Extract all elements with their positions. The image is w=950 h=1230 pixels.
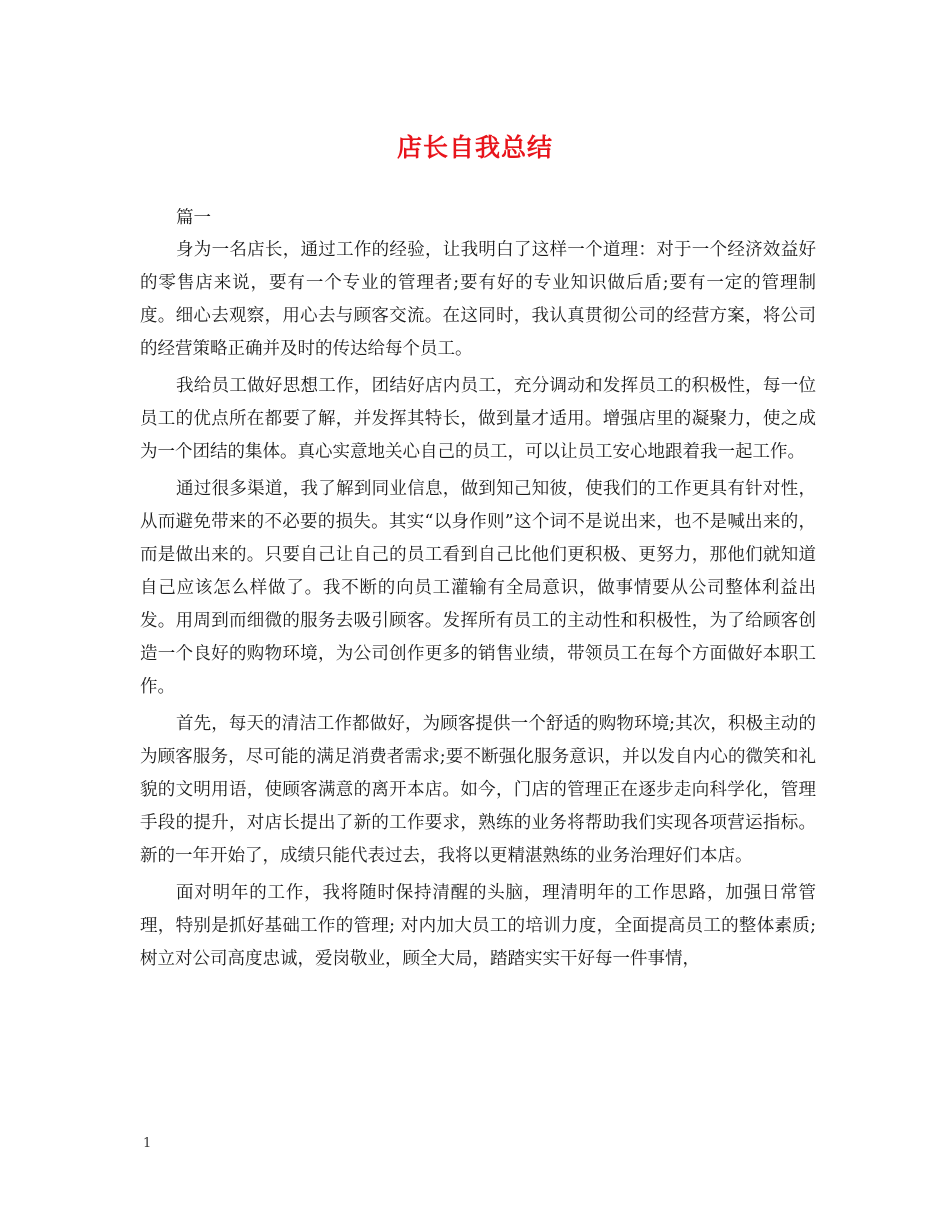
document-body bbox=[140, 202, 816, 980]
page-number: 1 bbox=[143, 1136, 152, 1151]
paragraph: 我给员工做好思想工作，团结好店内员工，充分调动和发挥员工的积极性，每一位员工的优点所在都要了解，并发挥其特长，做到量才适用。增强店里的凝聚力，使之成为一个团结的集体。真心实意地关心自己的员工，可以让员工安心地跟着我一起工作。 bbox=[140, 376, 816, 462]
paragraph: 通过很多渠道，我了解到同业信息，做到知己知彼，使我们的工作更具有针对性，从而避免带来的不必要的损失。其实“以身作则”这个词不是说出来，也不是喊出来的，而是做出来的。只要自己让自己的员工看到自己比他们更积极、更努力，那他们就知道自己应该怎么样做了。我不断的向员工灌输有全局意识，做事情要从公司整体利益出发。用周到而细微的服务去吸引顾客。发挥所有员工的主动性和积极性，为了给顾客创造一个良好的购物环境，为公司创作更多的销售业绩，带领员工在每个方面做好本职工作。 bbox=[140, 479, 816, 697]
paragraph: 身为一名店长，通过工作的经验，让我明白了这样一个道理：对于一个经济效益好的零售店来说，要有一个专业的管理者;要有好的专业知识做后盾;要有一定的管理制度。细心去观察，用心去与顾客交流。在这同时，我认真贯彻公司的经营方案，将公司的经营策略正确并及时的传达给每个员工。 bbox=[140, 240, 816, 359]
paragraph: 首先，每天的清洁工作都做好，为顾客提供一个舒适的购物环境;其次，积极主动的为顾客服务，尽可能的满足消费者需求;要不断强化服务意识，并以发自内心的微笑和礼貌的文明用语，使顾客满意的离开本店。如今，门店的管理正在逐步走向科学化，管理手段的提升，对店长提出了新的工作要求，熟练的业务将帮助我们实现各项营运指标。新的一年开始了，成绩只能代表过去，我将以更精湛熟练的业务治理好们本店。 bbox=[140, 714, 816, 866]
paragraph: 面对明年的工作，我将随时保持清醒的头脑，理清明年的工作思路，加强日常管理，特别是抓好基础工作的管理; 对内加大员工的培训力度，全面提高员工的整体素质; 树立对公司高度忠诚，爱岗敬业，顾全大局，踏踏实实干好每一件事情， bbox=[140, 883, 816, 969]
document-title: 店长自我总结 bbox=[396, 133, 553, 162]
section-label: 篇一 bbox=[176, 208, 211, 228]
